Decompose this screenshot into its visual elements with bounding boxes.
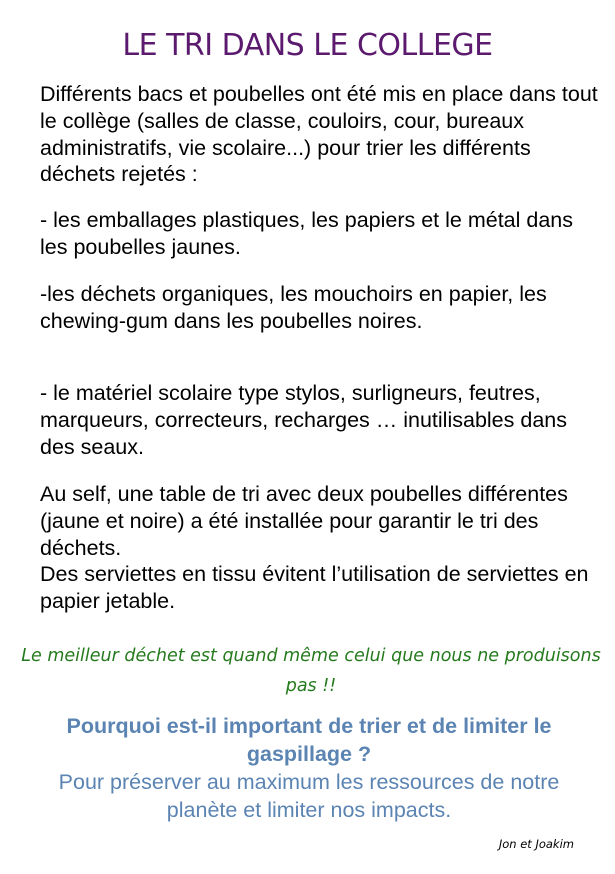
self-paragraph [40,481,600,615]
cloth-napkins-text: Des serviettes en tissu évitent l’utilisation de serviettes en papier jetable. [40,562,589,614]
self-sorting-table-text: Au self, une table de tri avec deux poubelles différentes (jaune et noire) a été installée pour garantir le tri des déchets. [40,482,568,560]
page-title: LE TRI DANS LE COLLEGE [122,28,493,63]
question-heading: Pourquoi est-il important de trier et de limiter le gaspillage ? [66,714,552,766]
list-item-buckets: - le matériel scolaire type stylos, surligneurs, feutres, marqueurs, correcteurs, recharges … inutilisables dans des seaux. [40,381,567,459]
intro-paragraph: Différents bacs et poubelles ont été mis en place dans tout le collège (salles de classe, couloirs, cour, bureaux administratifs, vie scolaire...) pour trier les différents déchets rejetés : [40,82,598,187]
motto-text: Le meilleur déchet est quand même celui que nous ne produisons pas !! [21,646,601,696]
list-item-yellow-bins: - les emballages plastiques, les papiers et le métal dans les poubelles jaunes. [40,208,574,259]
answer-text: Pour préserver au maximum les ressources de notre planète et limiter nos impacts. [58,770,560,822]
list-item-black-bins: -les déchets organiques, les mouchoirs en papier, les chewing-gum dans les poubelles noires. [40,282,547,333]
authors-signature: Jon et Joakim [498,837,574,851]
